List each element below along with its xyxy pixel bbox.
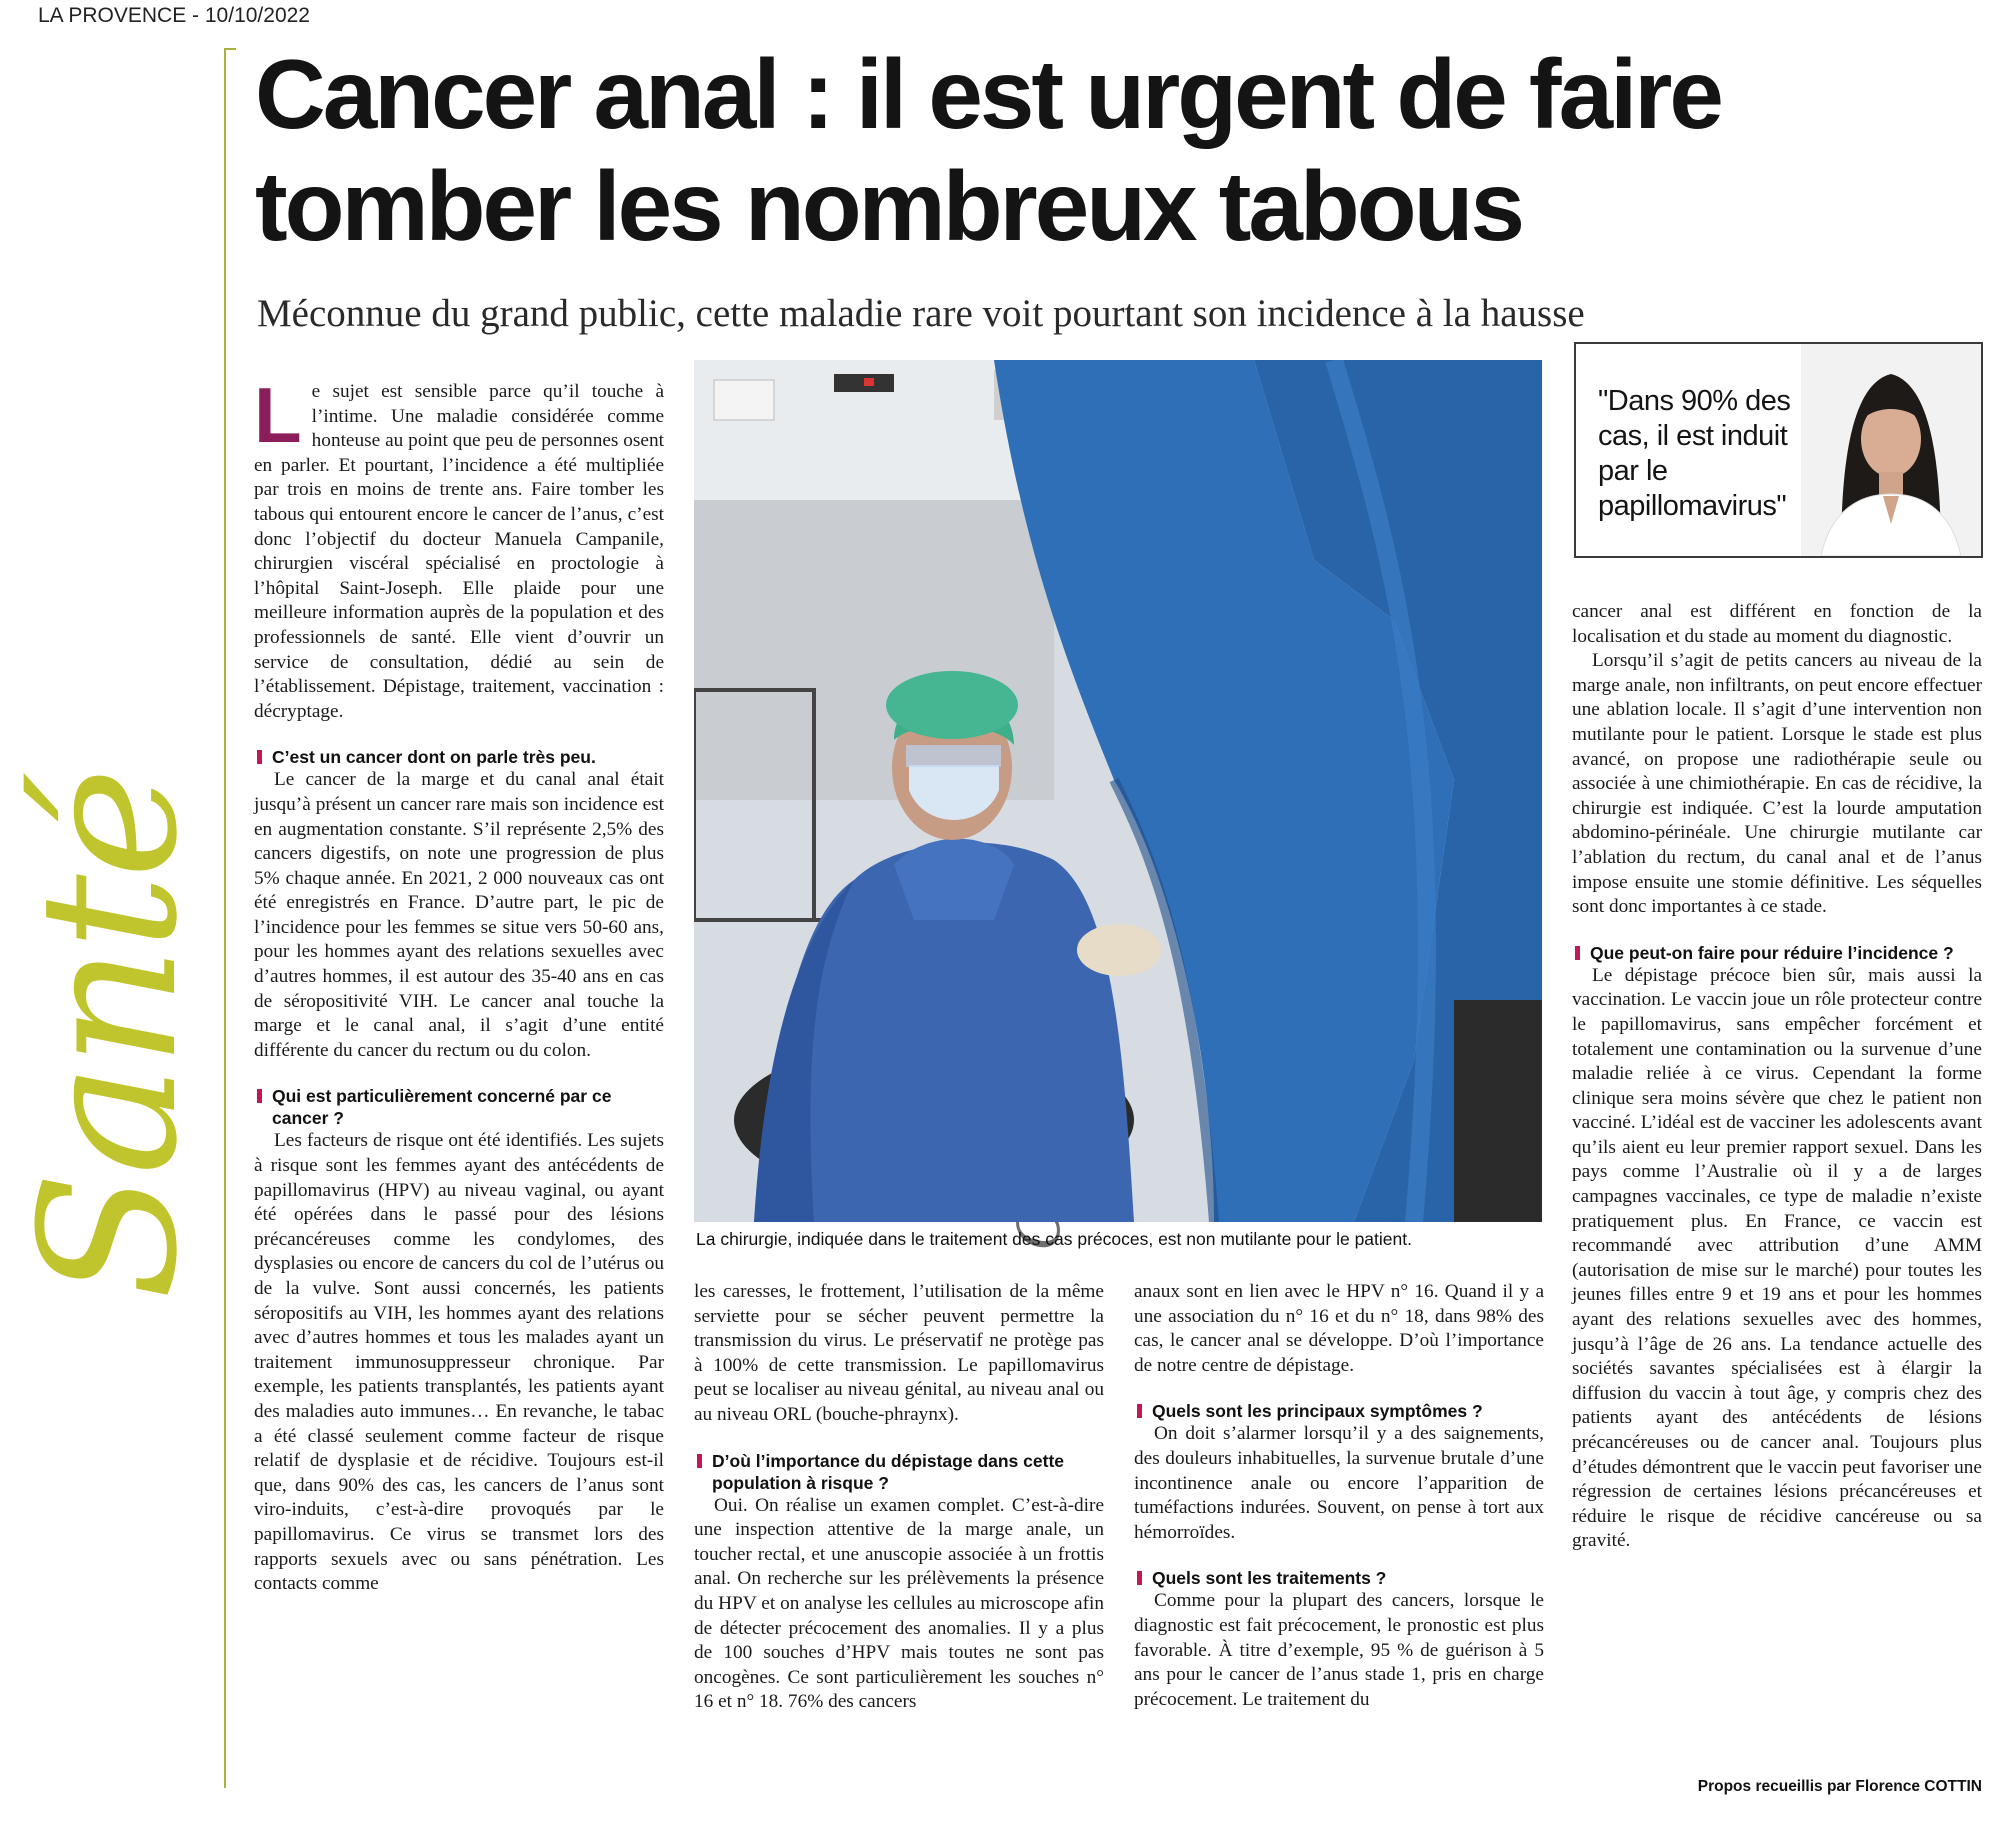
article-column-2 bbox=[694, 1280, 1104, 1715]
answer-paragraph-continued: cancer anal est différent en fonction de la localisation et du stade au moment du diagnostic. bbox=[1572, 601, 1982, 647]
answer-paragraph: Le dépistage précoce bien sûr, mais aussi la vaccination. Le vaccin joue un rôle protecteur contre le papillomavirus, sans empêcher forcément et totalement une contamination ou la survenue d’une maladie reliée à ce virus. Cependant la forme clinique sera moins sévère que chez le patient non vacciné. L’idéal est de vacciner les adolescents avant qu’ils aient eu leur premier rapport sexuel. Dans les pays comme l’Australie où il y a de larges campagnes vaccinales, ce type de maladie n’existe pratiquement plus. En France, ce vaccin est recommandé avec attribution d’une AMM (autorisation de mise sur le marché) pour toutes les jeunes filles entre 9 et 19 ans et pour les hommes ayant des relations sexuelles avec des hommes, jusqu’à l’âge de 26 ans. La tendance actuelle des sociétés savantes spécialisées est à élargir la diffusion du vaccin à tout âge, y compris chez des patients ayant des antécédents de lésions précancéreuses ou de cancer anal. Toujours plus d’études démontrent que le vaccin peut favoriser une régression de certaines lésions précancéreuses et réduire le risque de récidive cancéreuse ou sa gravité. bbox=[1572, 964, 1982, 1552]
question-heading: D’où l’importance du dépistage dans cette population à risque ? bbox=[694, 1450, 1104, 1494]
answer-paragraph: On doit s’alarmer lorsqu’il y a des saignements, des douleurs inhabituelles, la survenue brutale d’une incontinence anale ou encore l’apparition de tuméfactions indurées. Souvent, on pense à tort aux hémorroïdes. bbox=[1134, 1423, 1544, 1543]
section-rule bbox=[224, 48, 226, 1788]
question-heading: Quels sont les traitements ? bbox=[1134, 1567, 1544, 1589]
pull-quote-box bbox=[1574, 342, 1983, 558]
author-credit: Propos recueillis par Florence COTTIN bbox=[1697, 1778, 1982, 1795]
section-word: Santé bbox=[0, 771, 219, 1300]
question-heading: Qui est particulièrement concerné par ce cancer ? bbox=[254, 1085, 664, 1129]
article-column-1 bbox=[254, 371, 664, 1597]
answer-paragraph: Lorsqu’il s’agit de petits cancers au niveau de la marge anale, non infiltrants, on peut encore effectuer une ablation locale. Il s’agit d’une intervention non mutilante pour le patient. Lorsque le stade est plus avancé, on propose une radiothérapie seule ou associée à une chimiothérapie. En cas de récidive, la chirurgie est indiquée. C’est la lourde amputation abdomino-périnéale. Une chirurgie mutilante car l’ablation du rectum, du canal anal et de l’anus impose ensuite une stomie définitive. Les séquelles sont donc importantes à ce stade. bbox=[1572, 650, 1982, 918]
photo-caption: La chirurgie, indiquée dans le traitement des cas précoces, est non mutilante pour le patient. bbox=[696, 1229, 1412, 1249]
article-column-4 bbox=[1572, 600, 1982, 1554]
masthead: LA PROVENCE - 10/10/2022 bbox=[38, 4, 310, 27]
answer-paragraph: Comme pour la plupart des cancers, lorsque le diagnostic est fait précocement, le pronostic est plus favorable. À titre d’exemple, 95 % de guérison à 5 ans pour le cancer de l’anus stade 1, pris en charge précocement. Le traitement du bbox=[1134, 1590, 1544, 1710]
question-heading: Quels sont les principaux symptômes ? bbox=[1134, 1400, 1544, 1422]
answer-paragraph-continued: les caresses, le frottement, l’utilisation de la même serviette pour se sécher peuvent permettre la transmission du virus. Le préservatif ne protège pas à 100% de cette transmission. Le papillomavirus peut se localiser au niveau génital, au niveau anal ou au niveau ORL (bouche-phraynx). bbox=[694, 1281, 1104, 1425]
article-photo bbox=[694, 360, 1542, 1222]
surgery-photo bbox=[694, 360, 1542, 1222]
subheadline: Méconnue du grand public, cette maladie rare voit pourtant son incidence à la hausse bbox=[257, 292, 1585, 335]
answer-paragraph: Les facteurs de risque ont été identifiés. Les sujets à risque sont les femmes ayant des antécédents de papillomavirus (HPV) au niveau vaginal, ou ayant été opérées dans le passé pour des lésions précancéreuses comme les condylomes, des dysplasies ou encore de cancers du col de l’utérus ou de la vulve. Sont aussi concernés, les patients séropositifs au VIH, les hommes ayant des relations avec d’autres hommes et tous les malades ayant un traitement immunosuppresseur chronique. Par exemple, les patients transplantés, les patients ayant des maladies auto immunes… En revanche, le tabac a été classé seulement comme facteur de risque relatif de dysplasie et de récidive. Toujours est-il que, dans 90% des cas, les cancers de l’anus sont viro-induits, c’est-à-dire provoqués par le papillomavirus. Ce virus se transmet lors des rapports sexuels avec ou sans pénétration. Les contacts comme bbox=[254, 1130, 664, 1595]
answer-paragraph-continued: anaux sont en lien avec le HPV n° 16. Quand il y a une association du n° 16 et du n° 18, dans 98% des cas, le cancer anal se développe. D’où l’importance de notre centre de dépistage. bbox=[1134, 1281, 1544, 1376]
section-label bbox=[0, 771, 219, 1300]
answer-paragraph: Oui. On réalise un examen complet. C’est-à-dire une inspection attentive de la marge anale, un toucher rectal, et une anuscopie associée à un frottis anal. On recherche sur les prélèvements la présence du HPV et on analyse les cellules au microscope afin de détecter précocement des anomalies. Il y a plus de 100 souches d’HPV mais toutes ne sont pas oncogènes. Ce sont particulièrement les souches n° 16 et n° 18. 76% des cancers bbox=[694, 1494, 1104, 1713]
question-heading: C’est un cancer dont on parle très peu. bbox=[254, 746, 664, 768]
question-heading: Que peut-on faire pour réduire l’incidence ? bbox=[1572, 942, 1982, 964]
drop-cap: L bbox=[254, 371, 302, 459]
portrait-photo bbox=[1801, 344, 1981, 556]
intro-paragraph bbox=[254, 371, 664, 724]
answer-paragraph: Le cancer de la marge et du canal anal était jusqu’à présent un cancer rare mais son incidence est en augmentation constante. S’il représente 2,5% des cancers digestifs, on note une progression de plus 5% chaque année. En 2021, 2 000 nouveaux cas ont été enregistrés en France. D’autre part, le pic de l’incidence pour les femmes se situe vers 50-60 ans, pour les hommes ayant des relations sexuelles avec d’autres hommes, il est autour des 35-40 ans en cas de séropositivité VIH. Le cancer anal touche la marge et le canal anal, il s’agit d’une entité différente du cancer du rectum ou du colon. bbox=[254, 769, 664, 1061]
headline: Cancer anal : il est urgent de faire tomber les nombreux tabous bbox=[255, 39, 1721, 261]
intro-text: e sujet est sensible parce qu’il touche à l’intime. Une maladie considérée comme honteuse au point que peu de personnes osent en parler. Et pourtant, l’incidence a été multipliée par trois en moins de trente ans. Faire tomber les tabous qui entourent encore le cancer de l’anus, c’est donc l’objectif du docteur Manuela Campanile, chirurgien viscéral spécialisé en proctologie à l’hôpital Saint-Joseph. Elle plaide pour une meilleure information auprès de la population et des professionnels de santé. Elle vient d’ouvrir un service de consultation, dédié au sein de l’établissement. Dépistage, traitement, vaccination : décryptage. bbox=[254, 381, 664, 722]
pull-quote: "Dans 90% des cas, il est induit par le papillomavirus" bbox=[1598, 385, 1791, 522]
article-column-3 bbox=[1134, 1280, 1544, 1712]
